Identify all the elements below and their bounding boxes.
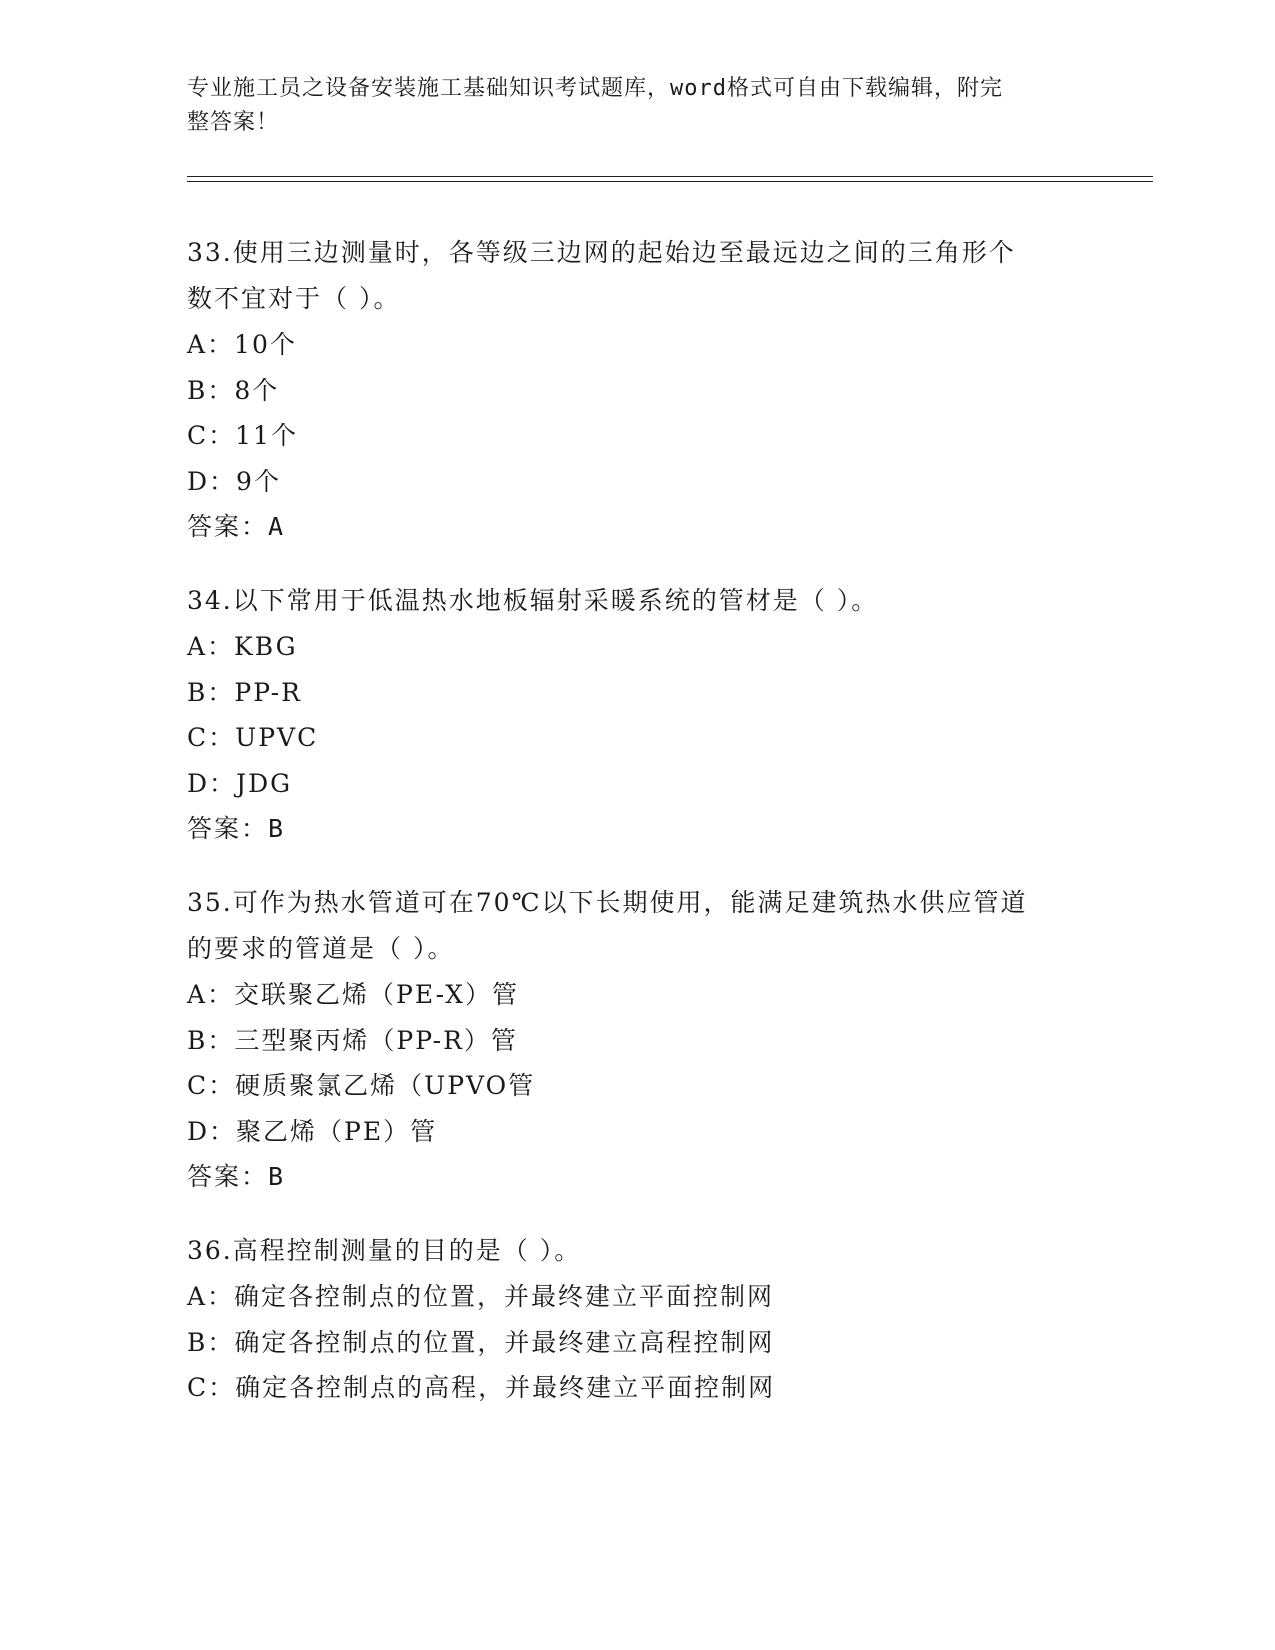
option-c: C：11个 (187, 421, 298, 450)
option-a: A：确定各控制点的位置，并最终建立平面控制网 (187, 1282, 775, 1311)
question-34 (187, 578, 1153, 852)
option-c: C：UPVC (187, 723, 319, 752)
question-stem: 34.以下常用于低温热水地板辐射采暖系统的管材是（ ）。 (187, 586, 879, 615)
document-header (187, 72, 1087, 140)
option-b: B：PP-R (187, 677, 302, 707)
option-c: C：确定各控制点的高程，并最终建立平面控制网 (187, 1373, 776, 1402)
option-a: A：交联聚乙烯（PE-X）管 (187, 980, 519, 1009)
header-divider-bottom (187, 181, 1153, 182)
option-c: C：硬质聚氯乙烯（UPVO管 (187, 1071, 536, 1100)
option-b: B：三型聚丙烯（PP-R）管 (187, 1025, 518, 1055)
question-stem: 36.高程控制测量的目的是（ ）。 (187, 1236, 582, 1265)
question-33 (187, 230, 1153, 550)
question-stem-continued: 的要求的管道是（ ）。 (187, 934, 455, 963)
answer-line: 答案：B (187, 1162, 286, 1191)
header-divider-top (187, 176, 1153, 177)
option-d: D：聚乙烯（PE）管 (187, 1116, 438, 1146)
question-stem: 35.可作为热水管道可在70℃以下长期使用，能满足建筑热水供应管道 (187, 888, 1028, 917)
question-list (187, 230, 1153, 1439)
header-line-2: 整答案！ (187, 110, 280, 135)
header-line-1: 专业施工员之设备安装施工基础知识考试题库，word格式可自由下载编辑，附完 (187, 76, 1003, 101)
option-d: D：JDG (187, 768, 293, 798)
option-a: A：10个 (187, 330, 297, 359)
option-a: A：KBG (187, 632, 298, 661)
question-stem-continued: 数不宜对于（ ）。 (187, 284, 401, 313)
answer-line: 答案：A (187, 512, 286, 541)
option-d: D：9个 (187, 466, 281, 496)
question-35 (187, 880, 1153, 1200)
question-36 (187, 1228, 1153, 1411)
option-b: B：8个 (187, 375, 280, 405)
question-stem: 33.使用三边测量时，各等级三边网的起始边至最远边之间的三角形个 (187, 238, 1016, 267)
answer-line: 答案：B (187, 814, 286, 843)
option-b: B：确定各控制点的位置，并最终建立高程控制网 (187, 1327, 775, 1357)
